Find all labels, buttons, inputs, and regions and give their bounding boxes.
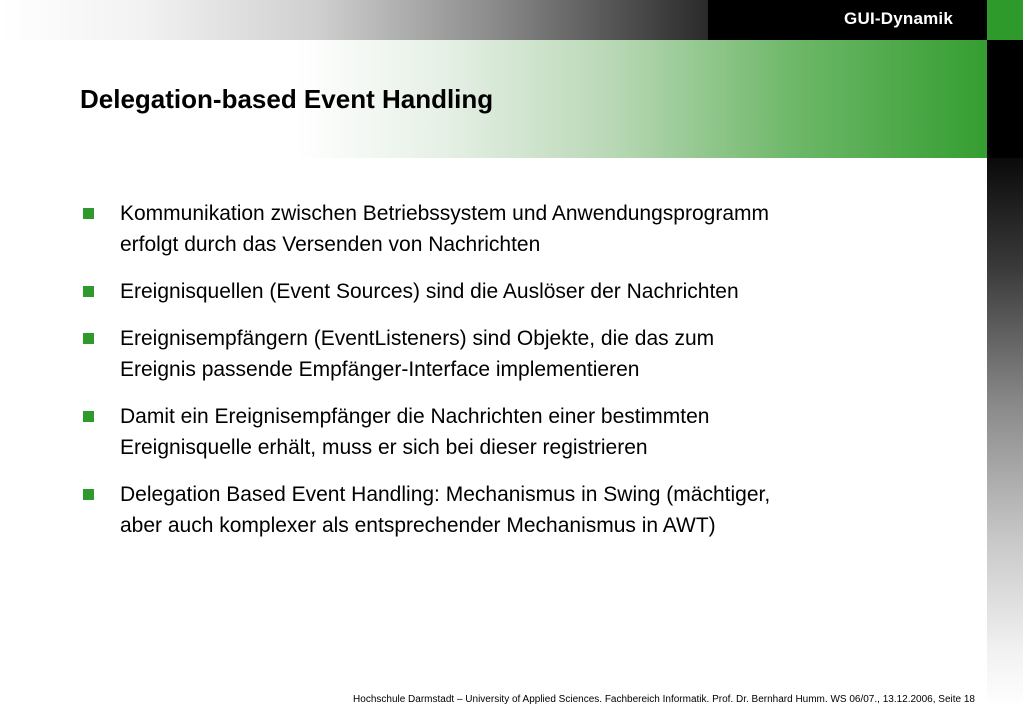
section-label: GUI-Dynamik	[844, 9, 953, 28]
bullet-item	[80, 276, 960, 307]
bullet-square-icon	[83, 411, 94, 422]
bullet-line: Kommunikation zwischen Betriebssystem und Anwendungsprogramm	[120, 202, 769, 225]
slide-title: Delegation-based Event Handling	[80, 84, 494, 114]
bullet-line: Ereignisempfängern (EventListeners) sind Objekte, die das zum	[120, 327, 715, 350]
right-black-block	[987, 40, 1023, 158]
bullet-line: Delegation Based Event Handling: Mechanismus in Swing (mächtiger,	[120, 483, 771, 506]
bullet-item	[80, 198, 960, 260]
bullet-square-icon	[83, 208, 94, 219]
bullet-line: aber auch komplexer als entsprechender Mechanismus in AWT)	[120, 514, 716, 537]
bullet-square-icon	[83, 333, 94, 344]
footer-text: Hochschule Darmstadt – University of Applied Sciences. Fachbereich Informatik. Prof. Dr. Bernhard Humm. WS 06/07., 13.12.2006, Seite 18	[353, 694, 975, 705]
bullet-line: Ereignis passende Empfänger-Interface implementieren	[120, 358, 640, 381]
bullet-line: Damit ein Ereignisempfänger die Nachrichten einer bestimmten	[120, 405, 710, 428]
bullet-square-icon	[83, 286, 94, 297]
right-gradient-strip	[987, 158, 1023, 708]
bullet-item	[80, 323, 960, 385]
top-gradient-bar	[0, 0, 708, 40]
corner-green-block	[987, 0, 1023, 40]
bullet-item	[80, 479, 960, 541]
bullet-line: Ereignisquellen (Event Sources) sind die Auslöser der Nachrichten	[120, 280, 739, 303]
bullet-item	[80, 401, 960, 463]
bullet-line: erfolgt durch das Versenden von Nachrichten	[120, 233, 541, 256]
bullet-list	[80, 198, 960, 557]
bullet-square-icon	[83, 489, 94, 500]
bullet-line: Ereignisquelle erhält, muss er sich bei dieser registrieren	[120, 436, 648, 459]
